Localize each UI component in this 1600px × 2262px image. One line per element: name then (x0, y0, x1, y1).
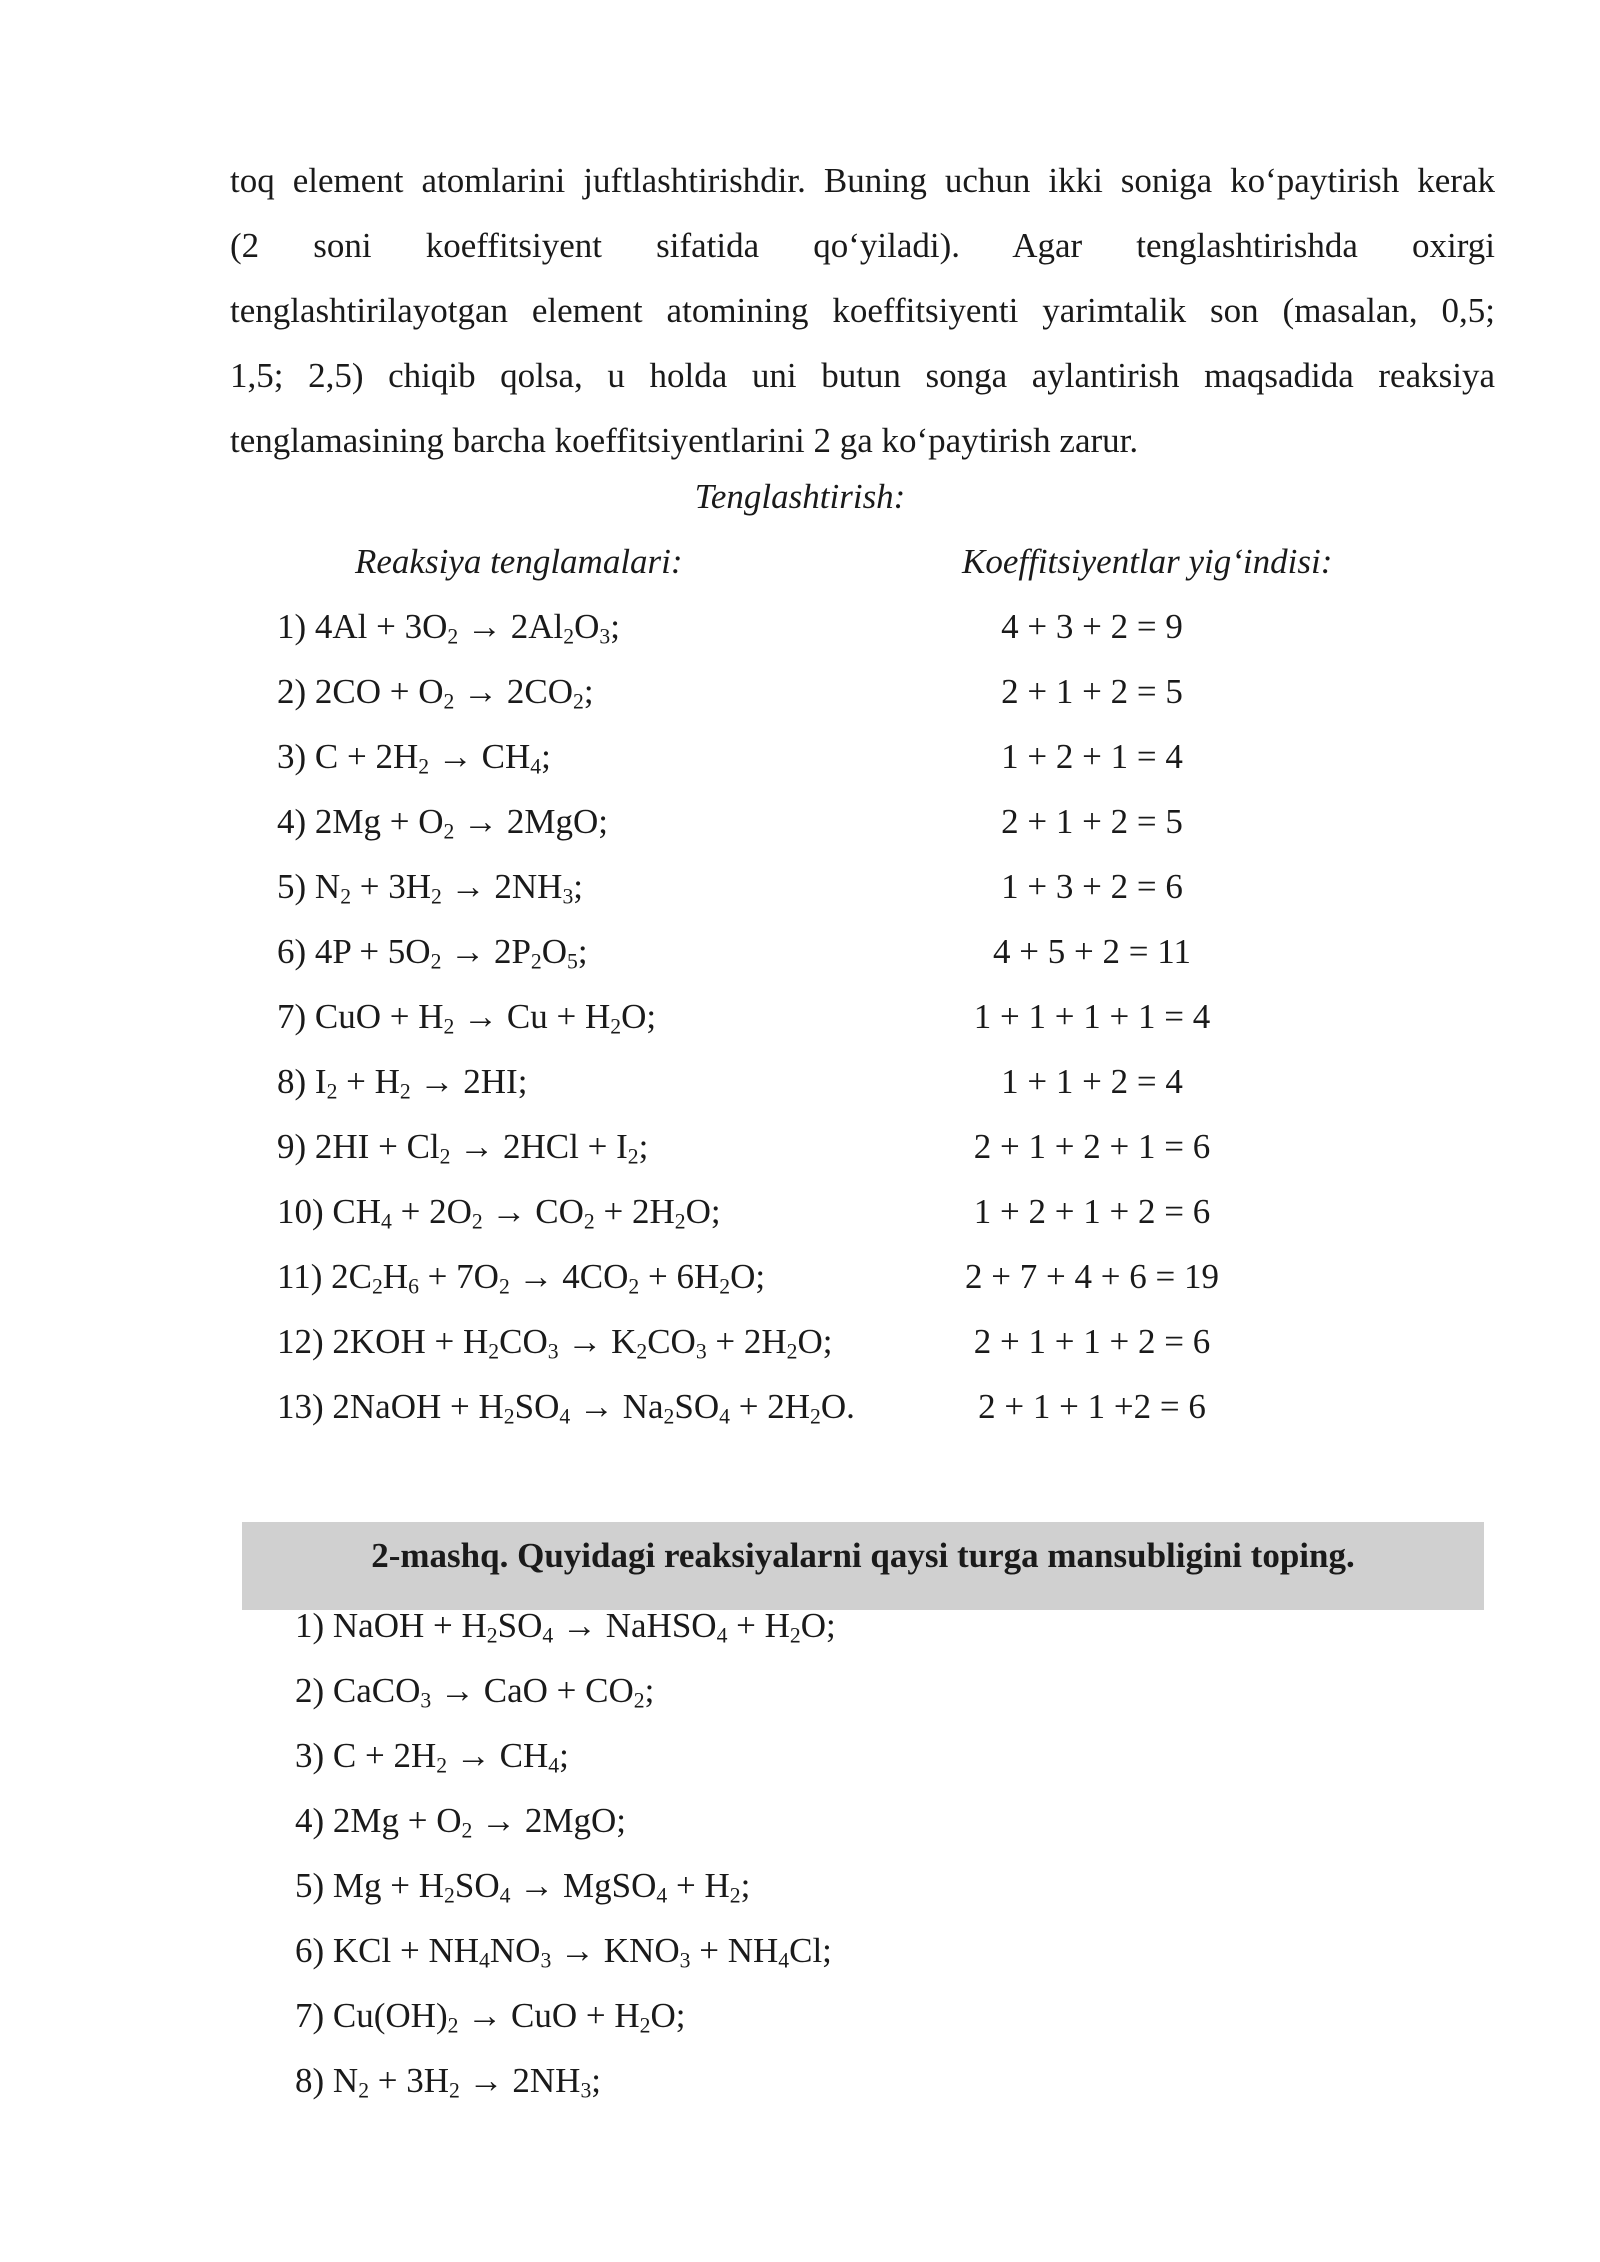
equation-8: 8) $I_2 + H_2 \to 2HI$; (277, 1062, 528, 1104)
coefficient-sum-7: 1 + 1 + 1 + 1 = 4 (973, 997, 1211, 1036)
equation-5: 5) $N_2 + 3H_2 \to 2NH_3$; (277, 867, 584, 909)
coefficient-sum-12: 2 + 1 + 1 + 2 = 6 (973, 1322, 1211, 1361)
equation-2: 2) $2CO + O_2 \to 2CO_2$; (277, 672, 594, 714)
equation-7: 7) CuO + $H_2 \to Cu + H_2O$; (277, 997, 657, 1039)
exercise-item-2: 2) CaCO$_3$ → CaO + $CO_2$; (295, 1671, 655, 1713)
equation-4: 4) $2Mg + O_2 \to 2MgO$; (277, 802, 609, 844)
intro-line: 1,5; 2,5) chiqib qolsa, u holda uni butun songa aylantirish maqsadida reaksiya (230, 356, 1495, 395)
column-heading-sums: Koeffitsiyentlar yigʻindisi: (962, 542, 1333, 581)
equation-9: 9) $2HI + Cl_2 \to 2HCl + I_2$; (277, 1127, 649, 1169)
equation-1: 1) $4Al + 3O_2 \to 2Al_2O_3$; (277, 607, 620, 649)
exercise-item-4: 4) $2Mg + O_2 \to 2MgO$; (295, 1801, 627, 1843)
column-heading-equations: Reaksiya tenglamalari: (355, 542, 683, 581)
coefficient-sum-9: 2 + 1 + 2 + 1 = 6 (973, 1127, 1211, 1166)
coefficient-sum-2: 2 + 1 + 2 = 5 (1001, 672, 1183, 711)
equation-13: 13) 2NaOH + $H_2SO_4 \to Na_2SO_4 + 2H_2O$. (277, 1387, 855, 1429)
exercise-item-1: 1) NaOH + $H_2SO_4$ → NaHSO$_4$ + $H_2O$; (295, 1606, 836, 1648)
equation-6: 6) $4P + 5O_2 \to 2P_2O_5$; (277, 932, 588, 974)
coefficient-sum-8: 1 + 1 + 2 = 4 (1001, 1062, 1183, 1101)
coefficient-sum-6: 4 + 5 + 2 = 11 (993, 932, 1191, 971)
section-title: Tenglashtirish: (694, 477, 906, 516)
exercise-title: 2-mashq. Quyidagi reaksiyalarni qaysi turga mansubligini toping. (371, 1536, 1355, 1575)
intro-line: tenglashtirilayotgan element atomining koeffitsiyenti yarimtalik son (masalan, 0,5; (230, 291, 1495, 330)
equation-3: 3) $C + 2H_2 \to CH_4$; (277, 737, 551, 779)
exercise-item-3: 3) $C + 2H_2 \to CH_4$; (295, 1736, 569, 1778)
coefficient-sum-11: 2 + 7 + 4 + 6 = 19 (965, 1257, 1219, 1296)
coefficient-sum-3: 1 + 2 + 1 = 4 (1001, 737, 1183, 776)
intro-line: toq element atomlarini juftlashtirishdir. Buning uchun ikki soniga koʻpaytirish kerak (230, 161, 1495, 200)
intro-line: tenglamasining barcha koeffitsiyentlarini 2 ga koʻpaytirish zarur. (230, 421, 1139, 460)
equation-11: 11) $2C_2H_6 + 7O_2 \to 4CO_2 + 6H_2O$; (277, 1257, 766, 1299)
intro-paragraph (230, 148, 1495, 473)
exercise-item-6: 6) KCl + $NH_4NO_3 \to KNO_3 + NH_4Cl$; (295, 1931, 832, 1973)
exercise-item-5: 5) $Mg + H_2SO_4$ → MgSO$_4$ + $H_2$; (295, 1866, 751, 1908)
coefficient-sum-10: 1 + 2 + 1 + 2 = 6 (973, 1192, 1211, 1231)
coefficient-sum-4: 2 + 1 + 2 = 5 (1001, 802, 1183, 841)
equation-12: 12) $2KOH + H_2CO_3 \to K_2CO_3 + 2H_2O$; (277, 1322, 833, 1364)
exercise-item-8: 8) $N_2 + 3H_2 \to 2NH_3$; (295, 2061, 602, 2103)
coefficient-sum-13: 2 + 1 + 1 +2 = 6 (978, 1387, 1206, 1426)
intro-line: (2 soni koeffitsiyent sifatida qoʻyiladi). Agar tenglashtirishda oxirgi (230, 226, 1495, 265)
exercise-item-7: 7) $Cu(OH)_2$ → CuO + $H_2O$; (295, 1996, 686, 2038)
coefficient-sum-5: 1 + 3 + 2 = 6 (1001, 867, 1183, 906)
equation-10: 10) $CH_4 + 2O_2 \to CO_2 + 2H_2O$; (277, 1192, 721, 1234)
coefficient-sum-1: 4 + 3 + 2 = 9 (1001, 607, 1183, 646)
